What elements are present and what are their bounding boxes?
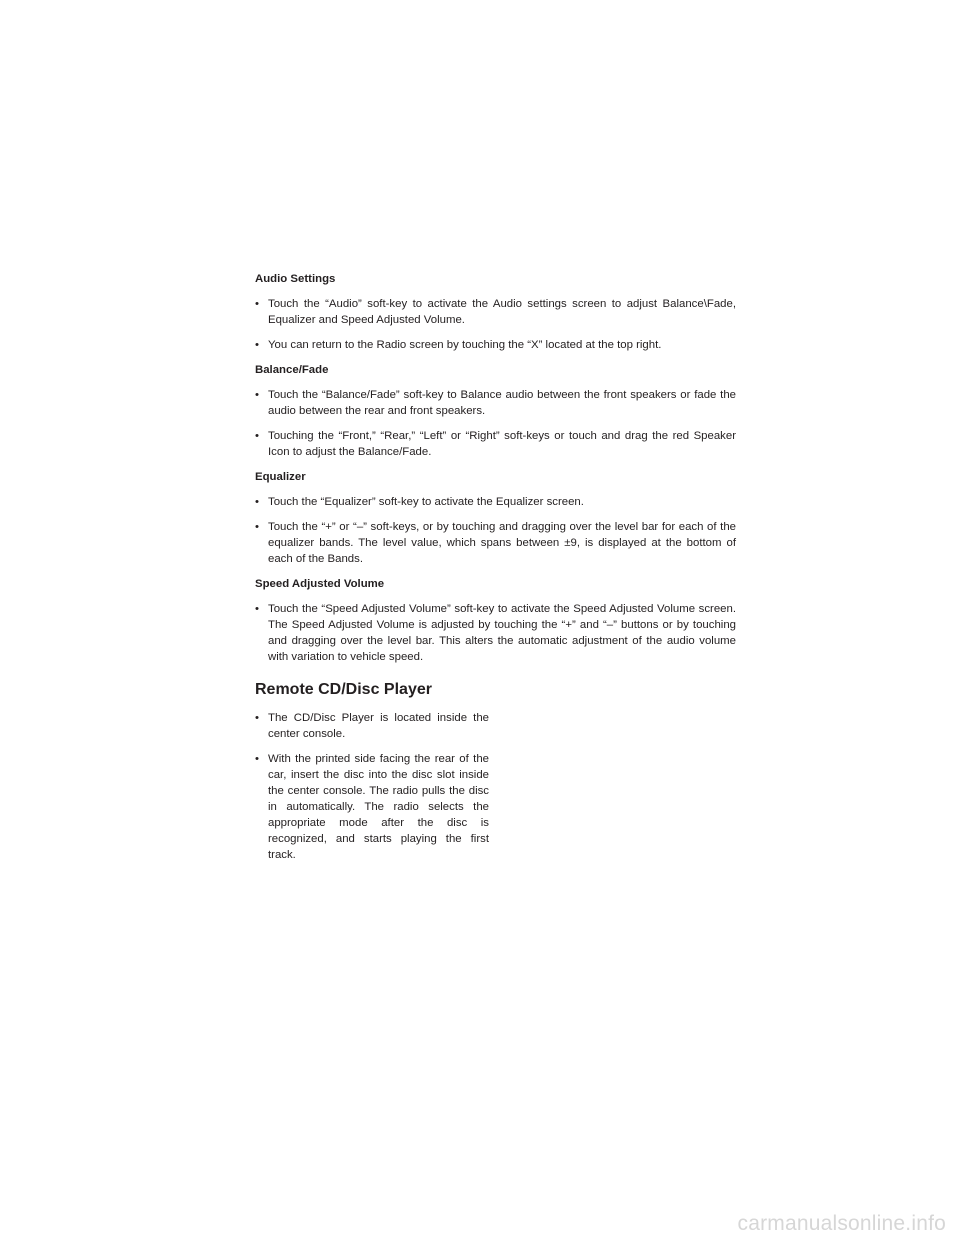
- audio-settings-heading: Audio Settings: [255, 273, 336, 285]
- list-item: • The CD/Disc Player is located inside the center console.: [255, 712, 489, 740]
- bullet: •: [255, 389, 259, 401]
- bullet: •: [255, 430, 259, 442]
- list-item: • Touching the “Front,” “Rear,” “Left” or “Right” soft-keys or touch and drag the red Speaker Icon to adjust the Balance/Fade.: [255, 430, 736, 458]
- balance-fade-heading: Balance/Fade: [255, 364, 329, 376]
- speed-adjusted-volume-section: [255, 576, 736, 665]
- list-item: • Touch the “Equalizer” soft-key to activate the Equalizer screen.: [255, 496, 584, 508]
- bullet: •: [255, 712, 259, 724]
- remote-cd-section: [255, 680, 736, 863]
- bullet: •: [255, 603, 259, 615]
- page-content: [255, 271, 736, 872]
- balance-fade-section: [255, 362, 736, 460]
- bullet: •: [255, 298, 259, 310]
- bullet: •: [255, 521, 259, 533]
- remote-cd-title: Remote CD/Disc Player: [255, 681, 432, 698]
- watermark-link[interactable]: carmanualsonline.info: [737, 1212, 946, 1235]
- equalizer-heading: Equalizer: [255, 471, 306, 483]
- list-item: • Touch the “Speed Adjusted Volume” soft-key to activate the Speed Adjusted Volume screen. The Speed Adjusted Volume is adjusted by touching the “+” and “–” buttons or by touching and dragging over the level bar. This alters the automatic adjustment of the audio volume with variation to vehicle speed.: [255, 603, 736, 663]
- list-item: • You can return to the Radio screen by touching the “X” located at the top right.: [255, 339, 662, 351]
- bullet: •: [255, 339, 259, 351]
- bullet: •: [255, 496, 259, 508]
- list-item: • Touch the “Balance/Fade” soft-key to Balance audio between the front speakers or fade the audio between the rear and front speakers.: [255, 389, 736, 417]
- list-item: • With the printed side facing the rear of the car, insert the disc into the disc slot inside the center console. The radio pulls the disc in automatically. The radio selects the appropriate mode after the disc is recognized, and starts playing the first track.: [255, 753, 489, 861]
- list-item: • Touch the “+” or “–” soft-keys, or by touching and dragging over the level bar for each of the equalizer bands. The level value, which spans between ±9, is displayed at the bottom of each of the Bands.: [255, 521, 736, 565]
- list-item: • Touch the “Audio” soft-key to activate the Audio settings screen to adjust Balance\Fade, Equalizer and Speed Adjusted Volume.: [255, 298, 736, 326]
- bullet: •: [255, 753, 259, 765]
- equalizer-section: [255, 469, 736, 567]
- speed-adjusted-volume-heading: Speed Adjusted Volume: [255, 578, 385, 590]
- remote-cd-list: [255, 710, 489, 863]
- audio-settings-section: [255, 271, 736, 353]
